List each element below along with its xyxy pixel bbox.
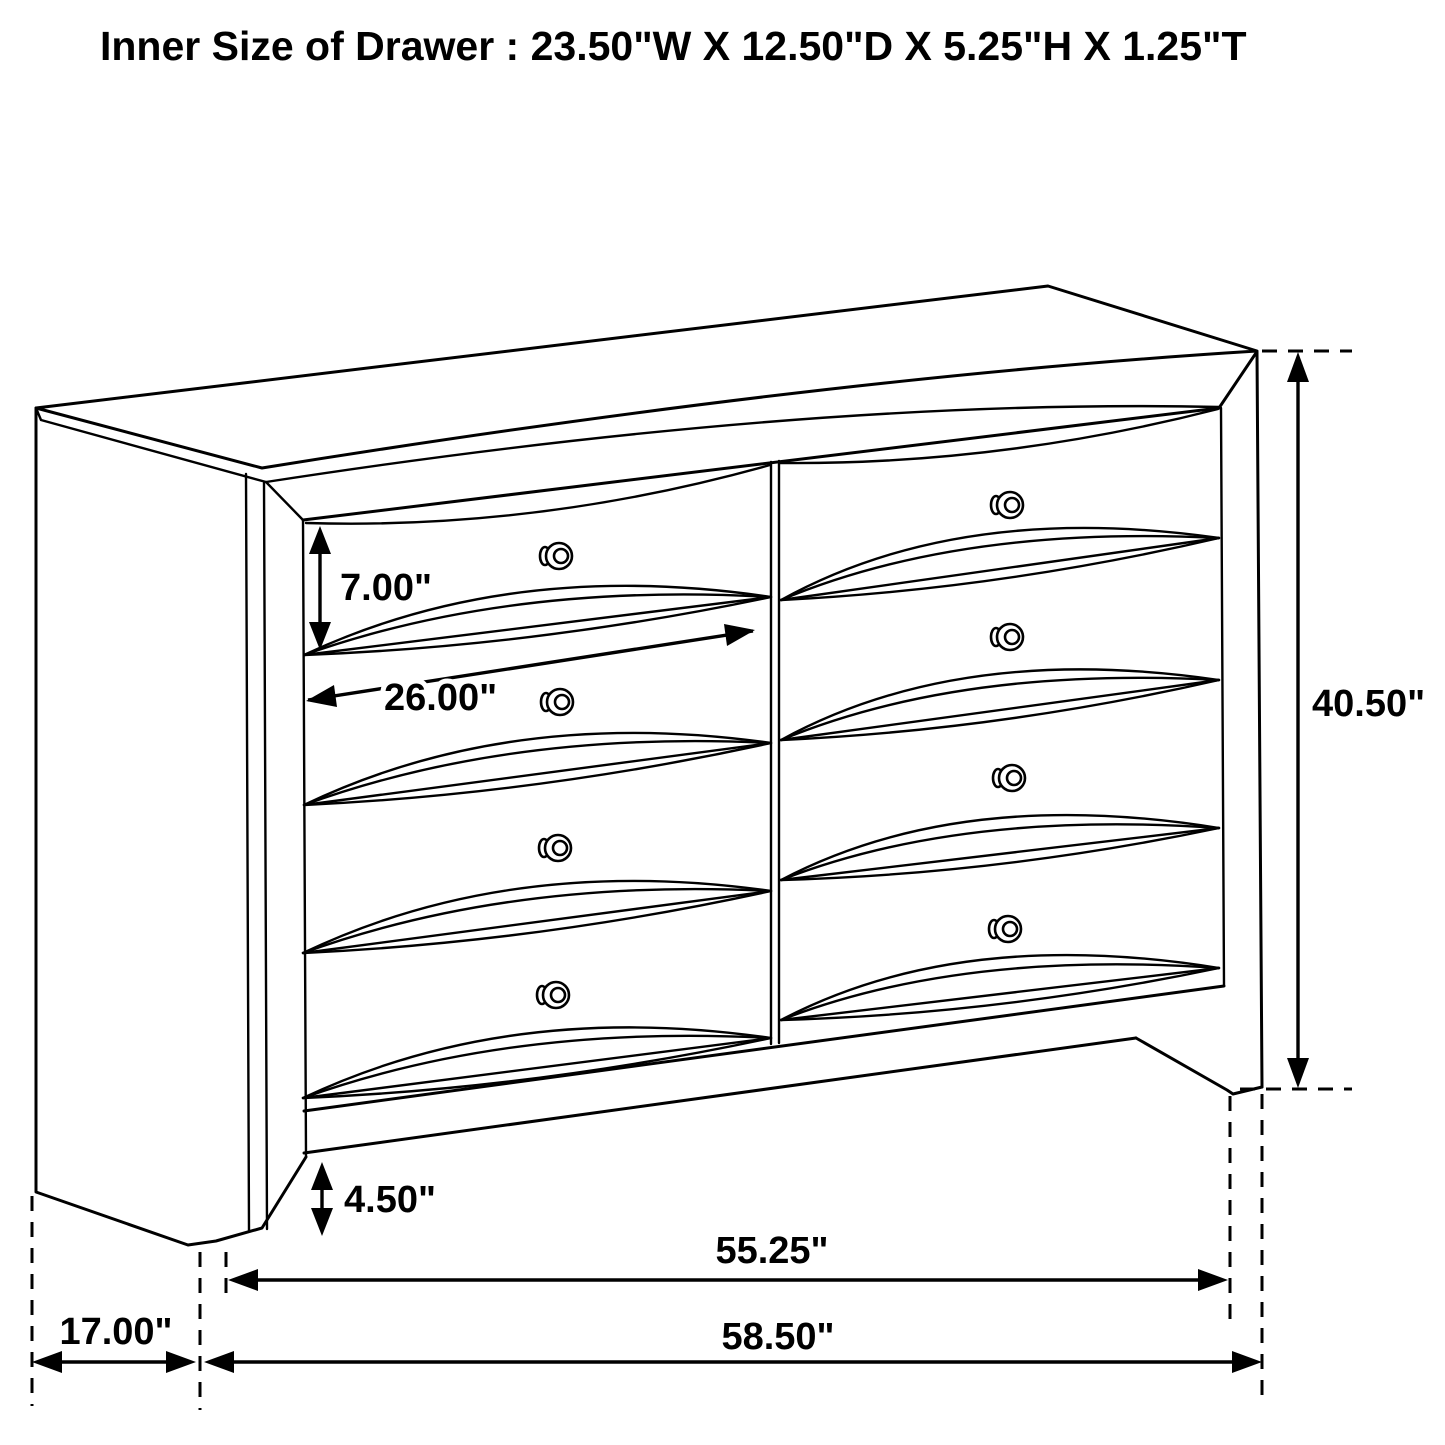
right-stile-inner-edge — [1221, 408, 1224, 986]
arrowhead-left-icon — [32, 1351, 62, 1373]
knob-icon — [541, 689, 573, 715]
arrowhead-up-icon — [1287, 352, 1309, 382]
arrowhead-right-icon — [166, 1351, 196, 1373]
dim-overall-height — [1240, 351, 1425, 1089]
front-base-width-label: 55.25" — [715, 1230, 829, 1272]
right-foot — [1136, 1038, 1262, 1094]
overall-height-label: 40.50" — [1312, 683, 1426, 725]
right-outer-edge — [1257, 352, 1262, 1087]
left-chamfer-right-edge — [303, 520, 306, 1156]
arrowhead-left-icon — [204, 1351, 234, 1373]
drawer-opening-height-label: 7.00" — [340, 567, 432, 609]
dresser-drawing — [36, 286, 1262, 1245]
knob-icon — [537, 982, 569, 1008]
diagram-title: Inner Size of Drawer : 23.50"W X 12.50"D X 5.25"H X 1.25"T — [100, 23, 1247, 69]
arrowhead-left-icon — [306, 685, 337, 707]
front-right-bevel-edge — [1219, 353, 1256, 408]
side-panel-front-edge — [246, 474, 249, 1231]
left-stile-edge — [264, 483, 267, 1229]
drawer-front-width-label: 26.00" — [384, 677, 498, 719]
dim-base-clearance — [311, 1162, 436, 1236]
arrowhead-right-icon — [1198, 1269, 1228, 1291]
arrowhead-left-icon — [228, 1269, 258, 1291]
side-depth-label: 17.00" — [59, 1311, 173, 1353]
knob-icon — [540, 543, 572, 569]
drawer-knobs — [537, 492, 1025, 1008]
knob-icon — [993, 765, 1025, 791]
knob-icon — [991, 624, 1023, 650]
arrowhead-up-icon — [311, 1162, 333, 1190]
arrowhead-down-icon — [1287, 1058, 1309, 1088]
dim-drawer-front-width — [306, 624, 755, 719]
arrowhead-right-icon — [724, 624, 755, 646]
left-chamfer-top-edge — [266, 482, 303, 520]
arrowhead-down-icon — [311, 1208, 333, 1236]
base-clearance-label: 4.50" — [344, 1179, 436, 1221]
dim-side-depth — [32, 1196, 196, 1406]
drawer1-left-top-curve — [306, 465, 770, 524]
dimension-annotations — [32, 351, 1425, 1410]
overall-width-label: 58.50" — [721, 1316, 835, 1358]
dim-drawer-opening-height — [309, 526, 432, 650]
knob-icon — [991, 492, 1023, 518]
arrowhead-right-icon — [1232, 1351, 1262, 1373]
left-column-drawer-gaps — [303, 586, 771, 1098]
knob-icon — [539, 835, 571, 861]
arrowhead-up-icon — [309, 526, 331, 554]
knob-icon — [989, 916, 1021, 942]
